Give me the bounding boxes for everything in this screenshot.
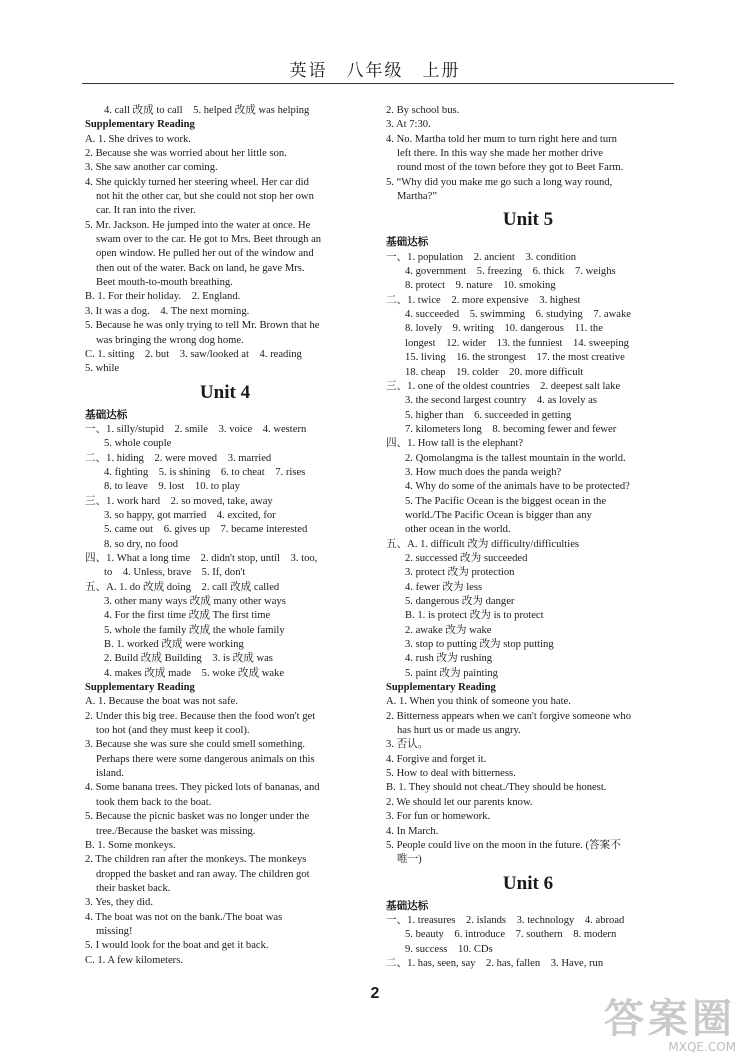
answer-line: 一、1. silly/stupid 2. smile 3. voice 4. western — [85, 423, 307, 435]
answer-line: B. 1. worked 改成 were working — [104, 639, 244, 651]
answer-line: 3. She saw another car coming. — [85, 162, 218, 174]
answer-line: 四、1. What a long time 2. didn't stop, until 3. too, — [85, 552, 318, 564]
answer-line: B. 1. They should not cheat./They should be honest. — [386, 782, 607, 794]
answer-line: 三、1. work hard 2. so moved, take, away — [85, 495, 273, 507]
answer-line: 4. call 改成 to call 5. helped 改成 was helping — [104, 105, 310, 116]
answer-line: 5. whole the family 改成 the whole family — [104, 624, 285, 636]
unit-heading: Unit 6 — [502, 872, 554, 894]
header-divider — [82, 83, 674, 84]
answer-line: 4. Forgive and forget it. — [386, 753, 487, 765]
answer-line: 4. For the first time 改成 The first time — [104, 610, 271, 622]
answer-line: then out of the water. Back on land, he gave Mrs. — [96, 262, 305, 274]
answer-line: 二、1. twice 2. more expensive 3. highest — [386, 294, 581, 306]
answer-line: 2. awake 改为 wake — [405, 624, 492, 636]
answer-line: not hit the other car, but she could not stop her own — [96, 191, 314, 203]
answer-line: 15. living 16. the strongest 17. the most creative — [405, 352, 625, 364]
answer-line: Martha?” — [397, 191, 437, 203]
answer-line: 2. The children ran after the monkeys. The monkeys — [85, 854, 307, 866]
answer-line: 8. lovely 9. writing 10. dangerous 11. the — [405, 323, 603, 335]
answer-line: 一、1. treasures 2. islands 3. technology 4. abroad — [386, 914, 625, 926]
answer-line: 8. to leave 9. lost 10. to play — [104, 481, 240, 493]
section-heading: Supplementary Reading — [386, 682, 496, 694]
answer-line: 五、A. 1. do 改成 doing 2. call 改成 called — [85, 581, 280, 593]
answer-line: 2. Build 改成 Building 3. is 改成 was — [104, 653, 273, 665]
answer-line: 4. rush 改为 rushing — [405, 653, 493, 665]
answer-line: 2. Under this big tree. Because then the food won't get — [85, 710, 316, 722]
answer-line: 二、1. hiding 2. were moved 3. married — [85, 452, 272, 464]
answer-line: 5. Because he was only trying to tell Mr. Brown that he — [85, 320, 320, 332]
section-heading: 基础达标 — [386, 900, 429, 912]
answer-line: 5. paint 改为 painting — [405, 667, 498, 679]
answer-line: 3. How much does the panda weigh? — [405, 466, 562, 478]
answer-line: 8. protect 9. nature 10. smoking — [405, 280, 556, 292]
answer-line: 5. How to deal with bitterness. — [386, 768, 516, 780]
answer-line: 4. She quickly turned her steering wheel. Her car did — [85, 176, 309, 188]
answer-line: their basket back. — [96, 882, 171, 894]
answer-line: 3. At 7:30. — [386, 119, 431, 131]
answer-line: 一、1. population 2. ancient 3. condition — [386, 251, 577, 263]
answer-line: C. 1. A few kilometers. — [85, 954, 183, 966]
section-heading: Supplementary Reading — [85, 682, 195, 694]
answer-line: 4. No. Martha told her mum to turn right here and turn — [386, 133, 617, 145]
answer-line: dropped the basket and ran away. The children got — [96, 868, 310, 880]
answer-line: 2. successed 改为 succeeded — [405, 552, 528, 564]
answer-line: 4. succeeded 5. swimming 6. studying 7. awake — [405, 309, 631, 321]
answer-line: took them back to the boat. — [96, 796, 212, 808]
answer-line: 3. Yes, they did. — [85, 897, 153, 909]
answer-line: C. 1. sitting 2. but 3. saw/looked at 4. reading — [85, 348, 302, 360]
answer-line: tree./Because the basket was missing. — [96, 825, 256, 837]
page-header-title: 英语 八年级 上册 — [289, 61, 461, 81]
answer-line: 5. I would look for the boat and get it back. — [85, 940, 269, 952]
answer-line: 4. Why do some of the animals have to be protected? — [405, 481, 630, 493]
answer-line: 2. By school bus. — [386, 105, 460, 116]
answer-line: 3. protect 改为 protection — [405, 567, 515, 579]
answer-line: 4. The boat was not on the bank./The boat was — [85, 911, 283, 923]
answer-line: 4. Some banana trees. They picked lots of bananas, and — [85, 782, 320, 794]
answer-line: 2. Bitterness appears when we can't forgive someone who — [386, 710, 632, 722]
answer-line: 3. It was a dog. 4. The next morning. — [85, 305, 250, 317]
watermark-logo-text: 答案圈 — [604, 996, 736, 1042]
answer-line: car. It ran into the river. — [96, 205, 196, 217]
section-heading: Supplementary Reading — [85, 119, 195, 131]
answer-line: longest 12. wider 13. the funniest 14. sweeping — [405, 337, 629, 349]
answer-line: 5. beauty 6. introduce 7. southern 8. modern — [405, 929, 617, 941]
left-column — [85, 104, 365, 968]
section-heading: 基础达标 — [386, 237, 429, 249]
right-column — [386, 104, 670, 971]
answer-line: 二、1. has, seen, say 2. has, fallen 3. Have, run — [386, 957, 604, 969]
answer-line: has hurt us or made us angry. — [397, 725, 521, 737]
answer-line: world./The Pacific Ocean is bigger than any — [405, 509, 592, 521]
answer-line: 18. cheap 19. colder 20. more difficult — [405, 366, 584, 378]
answer-line: 3. stop to putting 改为 stop putting — [405, 639, 554, 651]
answer-line: 五、A. 1. difficult 改为 difficulty/difficulties — [386, 538, 580, 550]
answer-line: 5. came out 6. gives up 7. became interested — [104, 524, 308, 536]
answer-line: 4. government 5. freezing 6. thick 7. weighs — [405, 266, 616, 278]
answer-line: 2. Because she was worried about her little son. — [85, 148, 287, 160]
answer-line: 三、1. one of the oldest countries 2. deepest salt lake — [386, 380, 621, 392]
answer-line: 3. the second largest country 4. as lovely as — [405, 395, 597, 407]
answer-line: 5. The Pacific Ocean is the biggest ocean in the — [405, 495, 607, 507]
answer-line: was bringing the wrong dog home. — [96, 334, 244, 346]
answer-line: left there. In this way she made her mother drive — [397, 148, 603, 160]
answer-line: 5. whole couple — [104, 438, 172, 450]
answer-line: 8. so dry, no food — [104, 538, 179, 550]
answer-line: 4. fewer 改为 less — [405, 581, 483, 593]
answer-line: 5. “Why did you make me go such a long way round, — [386, 176, 613, 188]
answer-line: 3. so happy, got married 4. excited, for — [104, 509, 276, 521]
answer-line: 5. higher than 6. succeeded in getting — [405, 409, 572, 421]
section-heading: 基础达标 — [85, 409, 128, 421]
answer-line: B. 1. is protect 改为 is to protect — [405, 610, 544, 622]
answer-line: 2. We should let our parents know. — [386, 796, 533, 808]
answer-line: other ocean in the world. — [405, 524, 511, 536]
answer-line: 2. Qomolangma is the tallest mountain in the world. — [405, 452, 626, 464]
answer-line: 9. success 10. CDs — [405, 943, 493, 955]
answer-line: missing! — [96, 925, 133, 937]
answer-line: 5. People could live on the moon in the future. (答案不 — [386, 839, 621, 851]
answer-line: 4. fighting 5. is shining 6. to cheat 7. rises — [104, 466, 306, 478]
unit-heading: Unit 5 — [502, 209, 554, 231]
answer-line: A. 1. When you think of someone you hate. — [386, 696, 571, 708]
answer-line: A. 1. She drives to work. — [85, 133, 191, 145]
answer-line: B. 1. For their holiday. 2. England. — [85, 291, 241, 303]
answer-line: 5. Because the picnic basket was no longer under the — [85, 811, 310, 823]
answer-line: 3. 否认。 — [386, 739, 429, 751]
watermark-url: MXQE.COM — [668, 1040, 736, 1054]
answer-line: Beet mouth-to-mouth breathing. — [96, 277, 233, 289]
answer-line: round most of the town before they got to Beet Farm. — [397, 162, 624, 174]
answer-line: 5. while — [85, 363, 120, 375]
page-number: 2 — [370, 985, 380, 1002]
answer-line: to 4. Unless, brave 5. If, don't — [104, 567, 246, 579]
answer-line: island. — [96, 768, 124, 780]
answer-line: swam over to the car. He got to Mrs. Beet through an — [96, 234, 322, 246]
watermark — [604, 996, 736, 1054]
answer-line: A. 1. Because the boat was not safe. — [85, 696, 238, 708]
answer-line: 5. dangerous 改为 danger — [405, 596, 515, 607]
answer-line: Perhaps there were some dangerous animals on this — [96, 753, 315, 765]
answer-line: B. 1. Some monkeys. — [85, 839, 176, 851]
answer-line: 四、1. How tall is the elephant? — [386, 438, 524, 450]
answer-line: open window. He pulled her out of the window and — [96, 248, 314, 260]
answer-line: 5. Mr. Jackson. He jumped into the water at once. He — [85, 219, 311, 231]
answer-line: 3. For fun or homework. — [386, 811, 491, 823]
answer-line: 唯一) — [397, 854, 422, 866]
unit-heading: Unit 4 — [199, 381, 251, 403]
answer-line: 3. other many ways 改成 many other ways — [104, 596, 286, 607]
answer-line: 7. kilometers long 8. becoming fewer and fewer — [405, 423, 617, 435]
answer-line: 3. Because she was sure she could smell something. — [85, 739, 306, 751]
answer-line: too hot (and they must keep it cool). — [96, 725, 250, 737]
answer-line: 4. In March. — [386, 825, 439, 837]
answer-line: 4. makes 改成 made 5. woke 改成 wake — [104, 667, 285, 679]
